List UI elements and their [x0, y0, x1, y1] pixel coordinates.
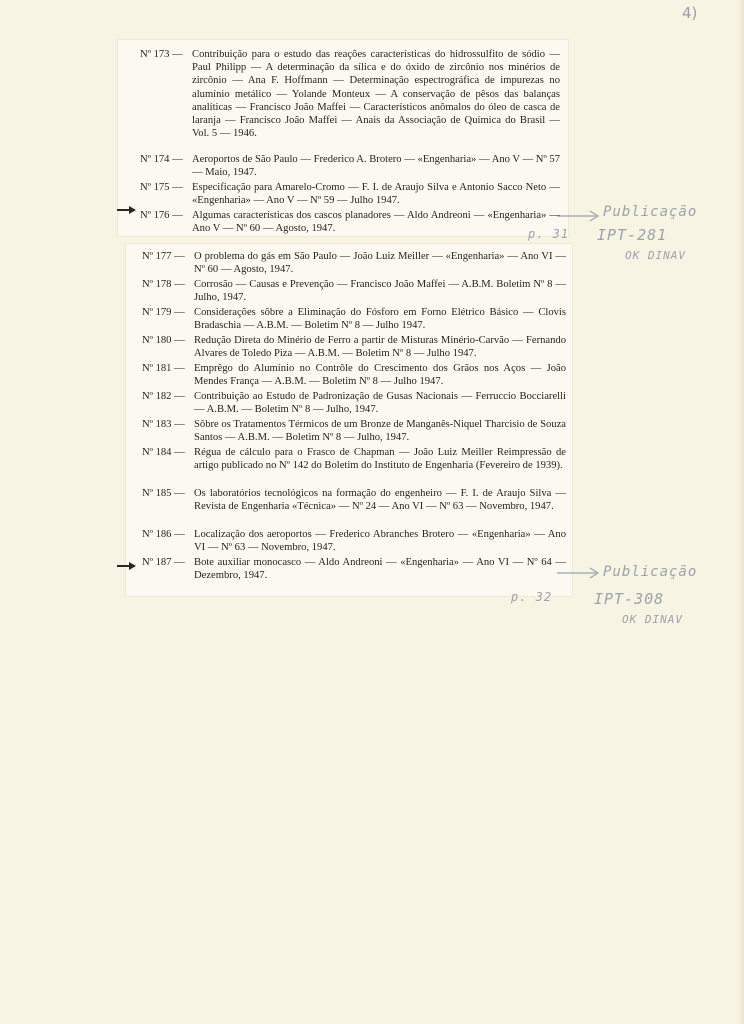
entry-text: Considerações sôbre a Eliminação do Fósforo em Forno Elétrico Básico — Clovis Bradaschia — A.B.M. — Boletim Nº 8 — Julho 1947. — [194, 307, 566, 332]
entry-186 — [142, 528, 566, 554]
note-publication-label: Publicação — [603, 204, 698, 220]
entry-text: Bote auxiliar monocasco — Aldo Andreoni — «Engenharia» — Ano VI — Nº 64 — Dezembro, 1947. — [194, 557, 566, 582]
entry-text: Régua de cálculo para o Frasco de Chapman — João Luiz Meiller Reimpressão de artigo publicado no Nº 142 do Boletim do Instituto de Engenharia (Fevereiro de 1939). — [194, 447, 566, 472]
entry-number: Nº 186 — — [142, 529, 185, 540]
entry-180 — [142, 334, 566, 360]
entry-number: Nº 173 — — [140, 49, 183, 60]
entry-173 — [140, 48, 560, 140]
entry-177 — [142, 250, 566, 276]
entry-number: Nº 175 — — [140, 182, 183, 193]
entry-number: Nº 184 — — [142, 447, 185, 458]
sheet-edge-shadow — [738, 0, 744, 1024]
arrow-marker-icon — [116, 205, 138, 215]
entry-number: Nº 185 — — [142, 488, 185, 499]
entry-176 — [140, 209, 560, 235]
clipping-1 — [118, 40, 568, 236]
entry-text: Os laboratórios tecnológicos na formação do engenheiro — F. I. de Araujo Silva — Revista de Engenharia «Técnica» — Nº 24 — Ano VI — Nº 63 — Novembro, 1947. — [194, 488, 566, 513]
entry-text: Localização dos aeroportos — Frederico Abranches Brotero — «Engenharia» — Ano VI — Nº 63 — Novembro, 1947. — [194, 529, 566, 554]
entry-185 — [142, 487, 566, 513]
entry-183 — [142, 418, 566, 444]
pencil-arrow-icon — [556, 210, 602, 222]
entry-number: Nº 179 — — [142, 307, 185, 318]
entry-number: Nº 176 — — [140, 210, 183, 221]
entry-text: Algumas características dos cascos planadores — Aldo Andreoni — «Engenharia» — Ano V — Nº 60 — Agosto, 1947. — [192, 210, 560, 235]
note-status: OK DINAV — [622, 613, 683, 626]
entry-number: Nº 182 — — [142, 391, 185, 402]
entry-number: Nº 180 — — [142, 335, 185, 346]
entry-184 — [142, 446, 566, 472]
entry-text: Sôbre os Tratamentos Térmicos de um Bronze de Manganês-Niquel Tharcisio de Souza Santos — A.B.M. — Boletim Nº 8 — Julho, 1947. — [194, 419, 566, 444]
clipping-2 — [126, 244, 572, 596]
entry-text: Corrosão — Causas e Prevenção — Francisco João Maffei — A.B.M. Boletim Nº 8 — Julho, 1947. — [194, 279, 566, 304]
pencil-arrow-icon — [556, 567, 602, 579]
entry-number: Nº 181 — — [142, 363, 185, 374]
entry-187 — [142, 556, 566, 582]
entry-text: Redução Direta do Minério de Ferro a partir de Misturas Minério-Carvão — Fernando Alvares de Toledo Piza — A.B.M. — Boletim Nº 8 — Julho 1947. — [194, 335, 566, 360]
entry-text: Especificação para Amarelo-Cromo — F. I. de Araujo Silva e Antonio Sacco Neto — «Engenharia» — Ano V — Nº 59 — Julho 1947. — [192, 182, 560, 207]
entry-178 — [142, 278, 566, 304]
entry-number: Nº 174 — — [140, 154, 183, 165]
note-status: OK DINAV — [625, 249, 686, 262]
entry-text: Contribuição ao Estudo de Padronização de Gusas Nacionais — Ferruccio Bocciarelli — A.B.M. — Boletim Nº 8 — Julho, 1947. — [194, 391, 566, 416]
entry-175 — [140, 181, 560, 207]
entry-text: O problema do gás em São Paulo — João Luiz Meiller — «Engenharia» — Ano VI — Nº 60 — Agosto, 1947. — [194, 251, 566, 276]
entry-number: Nº 177 — — [142, 251, 185, 262]
note-publication-code: IPT-308 — [594, 590, 665, 608]
entry-text: Emprêgo do Alumínio no Contrôle do Crescimento dos Grãos nos Aços — João Mendes França — A.B.M. — Boletim Nº 8 — Julho 1947. — [194, 363, 566, 388]
note-publication-code: IPT-281 — [597, 226, 668, 244]
note-publication-label: Publicação — [603, 564, 698, 580]
page-number: 4) — [682, 4, 698, 22]
note-page-ref: p. 32 — [511, 590, 553, 604]
entry-182 — [142, 390, 566, 416]
entry-text: Aeroportos de São Paulo — Frederico A. Brotero — «Engenharia» — Ano V — Nº 57 — Maio, 1947. — [192, 154, 560, 179]
arrow-marker-icon — [116, 561, 138, 571]
entry-text: Contribuição para o estudo das reações características do hidrossulfito de sódio — Paul Philipp — A determinação da sílica e do óxido de zircônio nos minérios de zircônio — Ana F. Hoffmann — Determinação espectrográfica de impurezas no alumínio metálico — Yolande Monteux — A conservação de pêsos das balanças analíticas — Francisco João Maffei — Característicos anômalos do óleo de casca de laranja — Francisco João Maffei — Anais da Associação de Química do Brasil — Vol. 5 — 1946. — [192, 49, 560, 140]
entry-number: Nº 178 — — [142, 279, 185, 290]
entry-number: Nº 183 — — [142, 419, 185, 430]
entry-number: Nº 187 — — [142, 557, 185, 568]
entry-181 — [142, 362, 566, 388]
entry-174 — [140, 153, 560, 179]
note-page-ref: p. 31 — [528, 227, 570, 241]
entry-179 — [142, 306, 566, 332]
